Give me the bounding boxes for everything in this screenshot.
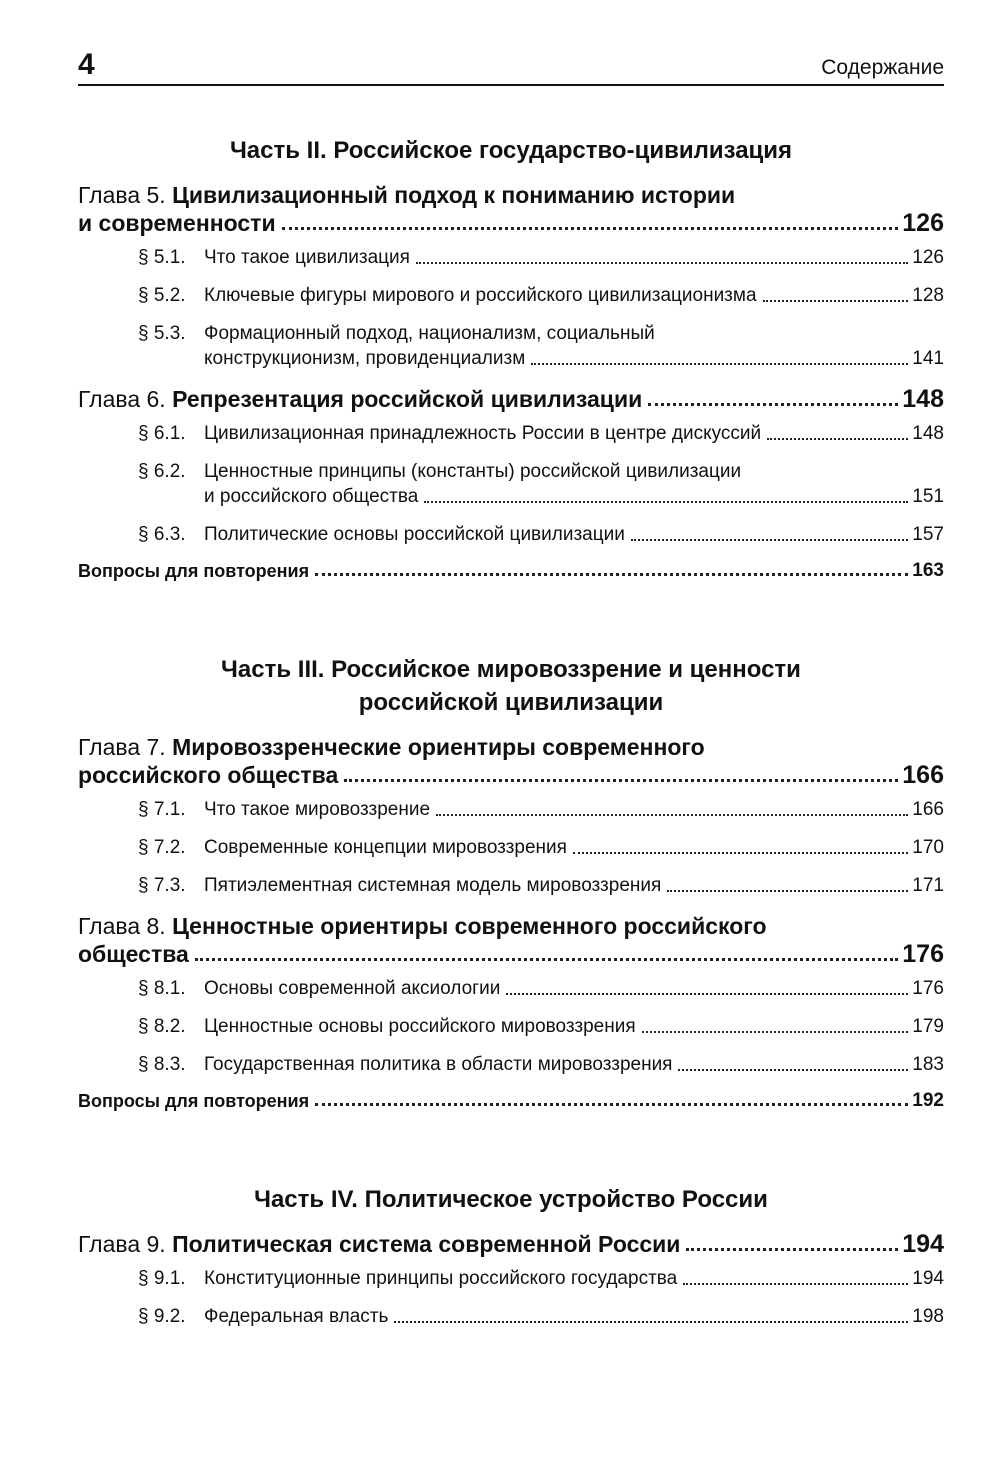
section-number: § 7.1. (138, 799, 186, 820)
section-entry[interactable] (78, 245, 944, 270)
section-number: § 6.3. (138, 524, 186, 545)
review-questions-entry[interactable] (78, 1089, 944, 1113)
section-title: Ценностные основы российского мировоззрения (204, 1016, 636, 1037)
chapter-title-cont: общества (78, 941, 189, 967)
chapter-title-line (78, 385, 642, 413)
chapter-entry[interactable] (78, 733, 944, 789)
dot-leader (424, 501, 908, 503)
chapter-title-cont: и современности (78, 210, 276, 236)
section-page: 157 (912, 524, 944, 545)
section-number: § 9.1. (138, 1268, 186, 1289)
section-leader-row (204, 1014, 944, 1039)
section-body (204, 976, 944, 1001)
page-header (78, 50, 944, 86)
chapter-title-line (78, 733, 944, 761)
dot-leader (642, 1031, 909, 1033)
dot-leader (436, 814, 908, 816)
section-title: Ключевые фигуры мирового и российского цивилизационизма (204, 285, 757, 306)
dot-leader (416, 262, 908, 264)
section-title: Основы современной аксиологии (204, 978, 501, 999)
section-body (204, 1304, 944, 1329)
section-entry[interactable] (78, 421, 944, 446)
section-page: 183 (912, 1054, 944, 1075)
part-title-line: Часть II. Российское государство-цивилизация (229, 137, 793, 164)
section-number: § 8.1. (138, 978, 186, 999)
section-entry[interactable] (78, 976, 944, 1001)
chapter-page: 166 (902, 761, 944, 789)
dot-leader (506, 993, 908, 995)
dot-leader (195, 958, 898, 961)
section-page: 194 (912, 1268, 944, 1289)
dot-leader (667, 890, 908, 892)
chapter-page: 176 (902, 940, 944, 968)
section-page: 166 (912, 799, 944, 820)
dot-leader (683, 1283, 908, 1285)
chapter-page: 148 (902, 385, 944, 413)
chapter-leader-row (78, 1230, 944, 1258)
section-page: 151 (912, 486, 944, 507)
section-leader-row (204, 1266, 944, 1291)
section-leader-row (204, 797, 944, 822)
chapter-prefix: Глава 8. (78, 913, 166, 939)
chapter-page: 194 (902, 1230, 944, 1258)
chapter-title-line (78, 1230, 680, 1258)
section-entry[interactable] (78, 1014, 944, 1039)
chapter-title: Репрезентация российской цивилизации (172, 386, 643, 412)
chapter-prefix: Глава 7. (78, 734, 166, 760)
section-body (204, 522, 944, 547)
section-entry[interactable] (78, 873, 944, 898)
chapter-prefix: Глава 5. (78, 182, 166, 208)
chapter-prefix: Глава 9. (78, 1231, 166, 1257)
section-body (204, 835, 944, 860)
section-leader-row (204, 283, 944, 308)
chapter-entry[interactable] (78, 1230, 944, 1258)
section-leader-row (204, 873, 944, 898)
section-number: § 5.1. (138, 247, 186, 268)
section-number: § 5.3. (138, 323, 186, 344)
section-leader-row (204, 1052, 944, 1077)
section-number: § 7.2. (138, 837, 186, 858)
section-body (204, 1052, 944, 1077)
section-entry[interactable] (78, 1052, 944, 1077)
chapter-prefix: Глава 6. (78, 386, 166, 412)
section-number: § 8.2. (138, 1016, 186, 1037)
section-page: 176 (912, 978, 944, 999)
chapter-title-line (78, 912, 944, 940)
dot-leader (763, 300, 909, 302)
chapter-title-line (78, 181, 944, 209)
dot-leader (315, 1103, 908, 1106)
section-page: 141 (912, 348, 944, 369)
section-body (204, 873, 944, 898)
section-number: § 7.3. (138, 875, 186, 896)
section-page: 170 (912, 837, 944, 858)
section-leader-row (204, 484, 944, 509)
part-heading (78, 134, 944, 167)
section-body (204, 245, 944, 270)
chapter-leader-row (78, 761, 944, 789)
section-title: Что такое цивилизация (204, 247, 410, 268)
dot-leader (678, 1069, 908, 1071)
dot-leader (344, 779, 898, 782)
section-title: Современные концепции мировоззрения (204, 837, 567, 858)
review-page: 163 (912, 560, 944, 581)
review-label: Вопросы для повторения (78, 1091, 310, 1111)
section-number: § 5.2. (138, 285, 186, 306)
section-leader-row (204, 346, 944, 371)
part-title-line: российской цивилизации (358, 689, 664, 716)
section-leader-row (204, 976, 944, 1001)
section-page: 128 (912, 285, 944, 306)
dot-leader (573, 852, 908, 854)
section-title-line: Формационный подход, национализм, социальный (204, 323, 655, 344)
section-body (204, 1266, 944, 1291)
section-title: Конституционные принципы российского государства (204, 1268, 678, 1289)
section-body (204, 321, 944, 371)
section-title: Пятиэлементная системная модель мировоззрения (204, 875, 662, 896)
page-number: 4 (78, 48, 95, 81)
chapter-leader-row (78, 385, 944, 413)
section-title-line: Ценностные принципы (константы) российской цивилизации (204, 461, 742, 482)
section-page: 148 (912, 423, 944, 444)
dot-leader (315, 573, 908, 576)
section-leader-row (204, 1304, 944, 1329)
chapter-title-cont: российского общества (78, 762, 339, 788)
running-title: Содержание (821, 56, 944, 79)
section-body (204, 797, 944, 822)
section-leader-row (204, 245, 944, 270)
part-title-line: Часть IV. Политическое устройство России (254, 1186, 768, 1213)
section-title: Государственная политика в области мировоззрения (204, 1054, 673, 1075)
chapter-leader-row (78, 940, 944, 968)
section-title: и российского общества (204, 486, 419, 507)
section-title: Политические основы российской цивилизации (204, 524, 625, 545)
section-page: 198 (912, 1306, 944, 1327)
chapter-page: 126 (902, 209, 944, 237)
part-heading (78, 1183, 944, 1216)
toc-page (78, 50, 944, 1329)
section-entry[interactable] (78, 1266, 944, 1291)
chapter-entry[interactable] (78, 181, 944, 237)
chapter-entry[interactable] (78, 385, 944, 413)
section-page: 179 (912, 1016, 944, 1037)
chapter-title: Мировоззренческие ориентиры современного (172, 734, 705, 760)
section-entry[interactable] (78, 835, 944, 860)
part-heading (78, 653, 944, 719)
section-body (204, 1014, 944, 1039)
dot-leader (767, 438, 908, 440)
section-entry[interactable] (78, 283, 944, 308)
review-page: 192 (912, 1090, 944, 1111)
section-entry[interactable] (78, 321, 944, 371)
section-leader-row (204, 835, 944, 860)
chapter-leader-row (78, 209, 944, 237)
section-entry[interactable] (78, 797, 944, 822)
section-title: Что такое мировоззрение (204, 799, 431, 820)
part-title-line: Часть III. Российское мировоззрение и ценности (221, 656, 801, 683)
section-entry[interactable] (78, 1304, 944, 1329)
dot-leader (282, 227, 899, 230)
review-label: Вопросы для повторения (78, 561, 310, 581)
chapter-entry[interactable] (78, 912, 944, 968)
section-leader-row (204, 522, 944, 547)
dot-leader (686, 1248, 898, 1251)
section-number: § 6.1. (138, 423, 186, 444)
dot-leader (631, 539, 908, 541)
section-number: § 8.3. (138, 1054, 186, 1075)
dot-leader (394, 1321, 908, 1323)
section-title: конструкционизм, провиденциализм (204, 348, 526, 369)
section-number: § 9.2. (138, 1306, 186, 1327)
section-body (204, 459, 944, 509)
table-of-contents (78, 86, 944, 1329)
section-leader-row (204, 421, 944, 446)
section-body (204, 283, 944, 308)
dot-leader (531, 363, 908, 365)
section-title: Федеральная власть (204, 1306, 389, 1327)
chapter-title: Ценностные ориентиры современного российского (172, 913, 767, 939)
dot-leader (648, 403, 898, 406)
section-number: § 6.2. (138, 461, 186, 482)
section-entry[interactable] (78, 459, 944, 509)
section-page: 171 (912, 875, 944, 896)
section-title: Цивилизационная принадлежность России в центре дискуссий (204, 423, 762, 444)
chapter-title: Цивилизационный подход к пониманию истории (172, 182, 736, 208)
section-page: 126 (912, 247, 944, 268)
chapter-title: Политическая система современной России (172, 1231, 681, 1257)
review-questions-entry[interactable] (78, 559, 944, 583)
section-body (204, 421, 944, 446)
section-entry[interactable] (78, 522, 944, 547)
